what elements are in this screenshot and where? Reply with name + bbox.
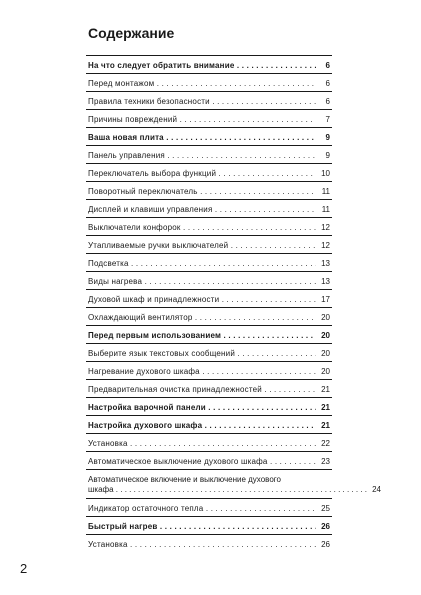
toc-entry-page: 25 [321,504,330,513]
toc-entry[interactable] [86,253,332,271]
toc-entry-page: 7 [325,115,330,124]
toc-entry-page: 21 [321,403,330,412]
toc-entry-page: 23 [321,457,330,466]
toc-entry[interactable] [86,271,332,289]
toc-entry-title: Индикатор остаточного тепла . . . [88,504,316,514]
toc-entry-page: 20 [321,349,330,358]
toc-entry-title: Автоматическое выключение духового шкафа . . . [88,457,316,467]
toc-entry-title: Настройка варочной панели . . . [88,403,316,413]
toc-entry[interactable] [86,289,332,307]
toc-entry-title-line2: шкафа . . . [88,485,367,495]
toc-entry[interactable] [86,217,332,235]
toc-entry-page: 22 [321,439,330,448]
page-title: Содержание [88,25,175,41]
toc-entry-title: Дисплей и клавиши управления . . . [88,205,316,215]
toc-entry-page: 26 [321,522,330,531]
toc-entry[interactable] [86,163,332,181]
toc-entry-title: Предварительная очистка принадлежностей . . . [88,385,316,395]
toc-entry-title: Установка . . . [88,540,316,550]
toc-entry[interactable] [86,469,381,498]
toc-entry-page: 20 [321,331,330,340]
toc-entry-title: Переключатель выбора функций . . . [88,169,316,179]
toc-entry-title: Установка . . . [88,439,316,449]
table-of-contents [86,55,381,552]
toc-entry[interactable] [86,433,332,451]
toc-entry[interactable] [86,127,332,145]
toc-entry[interactable] [86,498,332,516]
toc-entry[interactable] [86,534,332,552]
toc-entry-title: Ваша новая плита . . . [88,133,316,143]
toc-entry-page: 13 [321,277,330,286]
toc-entry[interactable] [86,307,332,325]
toc-entry-title-line1: Автоматическое включение и выключение духового [88,475,281,484]
toc-entry[interactable] [86,91,332,109]
toc-entry-title: На что следует обратить внимание . . . [88,61,316,71]
toc-entry-title: Правила техники безопасности . . . [88,97,316,107]
toc-entry-title: Охлаждающий вентилятор . . . [88,313,316,323]
toc-entry[interactable] [86,397,332,415]
toc-entry-page: 21 [321,385,330,394]
toc-entry-title: Подсветка . . . [88,259,316,269]
toc-entry[interactable] [86,235,332,253]
toc-entry-title: Причины повреждений . . . [88,115,316,125]
toc-entry-page: 21 [321,421,330,430]
toc-entry-title: Быстрый нагрев . . . [88,522,316,532]
toc-entry[interactable] [86,73,332,91]
toc-entry[interactable] [86,516,332,534]
toc-entry-title: Выберите язык текстовых сообщений . . . [88,349,316,359]
toc-entry-title: Виды нагрева . . . [88,277,316,287]
toc-entry-page: 10 [321,169,330,178]
toc-entry-title: Настройка духового шкафа . . . [88,421,316,431]
toc-entry-title: Утапливаемые ручки выключателей . . . [88,241,316,251]
toc-entry-page: 12 [321,223,330,232]
toc-entry-title: Панель управления . . . [88,151,316,161]
toc-entry[interactable] [86,451,332,469]
toc-entry[interactable] [86,361,332,379]
toc-entry-title [88,475,367,495]
toc-entry-title: Поворотный переключатель . . . [88,187,316,197]
toc-entry[interactable] [86,325,332,343]
toc-entry-page: 17 [321,295,330,304]
toc-entry-title: Выключатели конфорок . . . [88,223,316,233]
toc-entry-title: Нагревание духового шкафа . . . [88,367,316,377]
toc-entry[interactable] [86,343,332,361]
toc-entry-page: 11 [321,205,330,214]
toc-entry-page: 26 [321,540,330,549]
toc-entry[interactable] [86,109,332,127]
toc-entry[interactable] [86,55,332,73]
toc-entry-page: 20 [321,367,330,376]
toc-entry[interactable] [86,145,332,163]
toc-entry-title: Перед монтажом . . . [88,79,316,89]
toc-entry[interactable] [86,379,332,397]
toc-entry-page: 6 [325,61,330,70]
page-number: 2 [20,561,28,576]
toc-entry-page: 6 [325,79,330,88]
toc-entry-page: 9 [325,133,330,142]
toc-entry-title: Духовой шкаф и принадлежности . . . [88,295,316,305]
toc-entry-page: 24 [372,485,381,494]
toc-entry[interactable] [86,415,332,433]
toc-entry-title: Перед первым использованием . . . [88,331,316,341]
toc-entry-page: 11 [321,187,330,196]
toc-entry[interactable] [86,199,332,217]
toc-entry-page: 6 [325,97,330,106]
toc-entry[interactable] [86,181,332,199]
toc-entry-page: 9 [325,151,330,160]
toc-entry-page: 13 [321,259,330,268]
toc-entry-page: 20 [321,313,330,322]
toc-entry-page: 12 [321,241,330,250]
